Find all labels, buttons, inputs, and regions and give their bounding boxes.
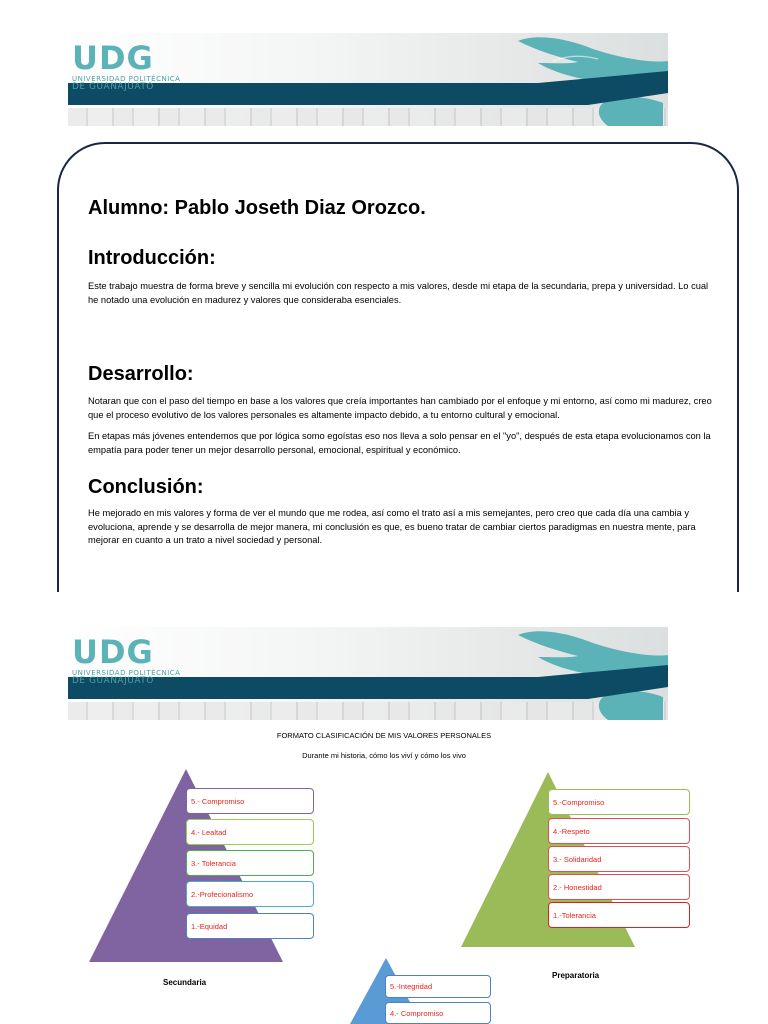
development-paragraph-2: En etapas más jóvenes entendemos que por lógica somo egoístas eso nos lleva a solo pensar en el "yo", después de esta etapa evolucionamos con la empatía para poder tener un mejor desarrollo personal, emocional, espiritual y económico. (88, 431, 711, 455)
logo-line-1: UNIVERSIDAD POLITÉCNICA (72, 75, 181, 83)
logo-line-2: DE GUANAJUATO (72, 82, 154, 92)
universidad-value-4: 4.- Compromiso (385, 1002, 491, 1024)
logo-wordmark: UDG (72, 39, 154, 77)
secundaria-value-3: 3.- Tolerancia (186, 850, 314, 876)
conclusion-paragraph: He mejorado en mis valores y forma de ver el mundo que me rodea, así como el trato así a mis semejantes, pero creo que cada día una cambia y evoluciona, aprende y se desarrolla de mejor manera, mi conclusión es que, es bueno tratar de cambiar ciertos paradigmas en nuestra mente, para mejorar en cuanto a un trato a nivel sociedad y personal. (88, 508, 696, 545)
logo-line-1: UNIVERSIDAD POLITÉCNICA (72, 669, 181, 677)
secundaria-value-4: 4.- Lealtad (186, 819, 314, 845)
conclusion-heading: Conclusión: (88, 476, 204, 498)
secundaria-value-2: 2.-Profecionalismo (186, 881, 314, 907)
development-heading: Desarrollo: (88, 363, 194, 385)
preparatoria-value-2: 2.- Honestidad (548, 874, 690, 900)
secundaria-label: Secundaria (163, 978, 207, 987)
logo-wordmark: UDG (72, 633, 154, 671)
preparatoria-label: Preparatoria (552, 971, 600, 980)
preparatoria-value-5: 5.-Compromiso (548, 789, 690, 815)
secundaria-value-5: 5.- Compromiso (186, 788, 314, 814)
student-name: Alumno: Pablo Joseth Diaz Orozco. (88, 197, 426, 219)
preparatoria-value-1: 1.-Tolerancia (548, 902, 690, 928)
intro-heading: Introducción: (88, 247, 216, 269)
format-subtitle: Durante mi historia, cómo los viví y cómo los vivo (302, 751, 466, 760)
universidad-value-5: 5.-Integridad (385, 975, 491, 998)
preparatoria-value-3: 3.- Solidaridad (548, 846, 690, 872)
format-title: FORMATO CLASIFICACIÓN DE MIS VALORES PERSONALES (276, 731, 492, 740)
preparatoria-value-4: 4.-Respeto (548, 818, 690, 844)
development-paragraph-1: Notaran que con el paso del tiempo en base a los valores que creía importantes han cambiado por el enfoque y mi entorno, así como mi madurez, creo que el proceso evolutivo de los valores personales es altamente impacto debido, a tu entorno cultural y emocional. (88, 396, 712, 420)
intro-paragraph: Este trabajo muestra de forma breve y sencilla mi evolución con respecto a mis valores, desde mi etapa de la secundaria, prepa y universidad. Lo cual he notado una evolución en madurez y valores que consideraba esenciales. (88, 281, 709, 305)
secundaria-value-1: 1.-Equidad (186, 913, 314, 939)
logo-line-2: DE GUANAJUATO (72, 676, 154, 686)
